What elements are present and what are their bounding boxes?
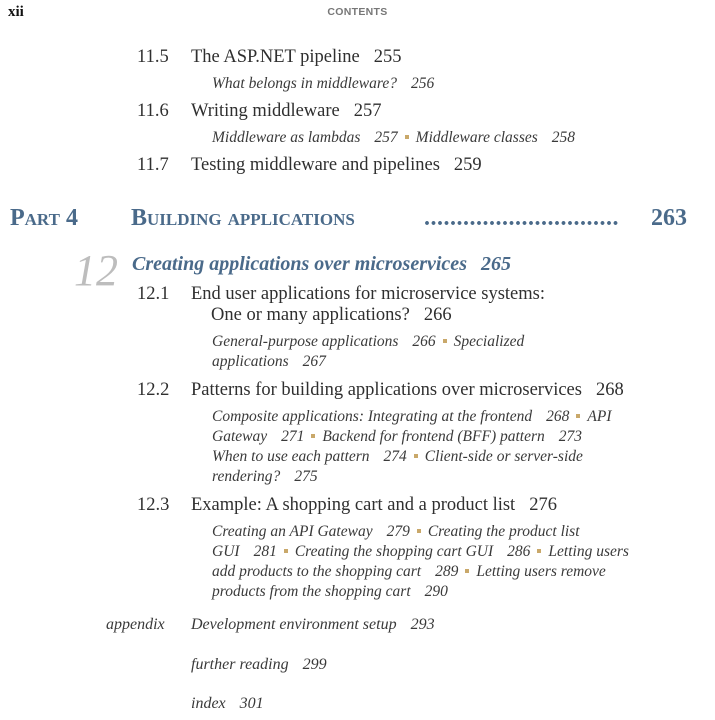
section-title-cont: One or many applications? xyxy=(211,305,410,325)
back-matter-page: 299 xyxy=(302,656,327,673)
chapter-title: Creating applications over microservices xyxy=(132,253,467,275)
page-number: xii xyxy=(8,4,24,20)
subsection-title[interactable]: Middleware as lambdas xyxy=(212,129,361,146)
section-number: 12.2 xyxy=(137,380,170,400)
back-matter-index[interactable] xyxy=(191,695,264,713)
bullet-separator xyxy=(443,339,447,343)
toc-section-11-7[interactable] xyxy=(137,155,482,176)
section-number: 11.5 xyxy=(137,47,169,67)
toc-section-11-6[interactable] xyxy=(137,101,382,122)
bullet-separator xyxy=(417,529,421,533)
section-number: 12.3 xyxy=(137,495,170,515)
toc-subsection-line xyxy=(212,447,583,467)
section-number: 12.1 xyxy=(137,284,170,304)
part-page: 263 xyxy=(651,205,687,231)
bullet-separator xyxy=(537,549,541,553)
subsection-title[interactable]: Creating the shopping cart GUI xyxy=(294,543,494,560)
subsection-page: 274 xyxy=(383,448,407,465)
subsection-title[interactable]: What belongs in middleware? xyxy=(212,75,397,92)
chapter-page: 265 xyxy=(480,253,511,275)
subsection-page: 268 xyxy=(546,408,570,425)
section-page: 257 xyxy=(353,101,382,121)
section-title-line xyxy=(191,495,557,516)
back-matter-title: index xyxy=(191,695,226,712)
section-title-line xyxy=(191,47,401,68)
section-number: 11.6 xyxy=(137,101,169,121)
toc-subsection-line xyxy=(212,128,575,148)
appendix-entry[interactable] xyxy=(191,616,435,634)
subsection-page: 256 xyxy=(410,75,435,92)
subsection-page: 286 xyxy=(507,543,531,560)
subsection-title[interactable]: Composite applications: Integrating at the frontend xyxy=(212,408,533,425)
running-head: CONTENTS xyxy=(327,6,388,18)
section-page: 259 xyxy=(453,155,482,175)
subsection-title[interactable]: When to use each pattern xyxy=(212,448,370,465)
chapter-number: 12 xyxy=(74,246,118,295)
subsection-title[interactable]: Client-side or server-side xyxy=(424,448,583,465)
subsection-title[interactable]: Creating the product list xyxy=(427,523,580,540)
subsection-title[interactable]: applications xyxy=(212,353,289,370)
toc-subsection-line xyxy=(212,352,326,372)
section-page: 255 xyxy=(373,47,402,67)
section-page: 268 xyxy=(595,380,624,400)
subsection-page: 281 xyxy=(253,543,277,560)
leader-dots: .............................. xyxy=(424,205,619,231)
toc-section-12-2[interactable] xyxy=(137,380,624,401)
section-title: Patterns for building applications over microservices xyxy=(191,380,582,400)
bullet-separator xyxy=(284,549,288,553)
bullet-separator xyxy=(465,569,469,573)
subsection-title[interactable]: rendering? xyxy=(212,468,281,485)
section-title: The ASP.NET pipeline xyxy=(191,47,360,67)
subsection-title[interactable]: Letting users xyxy=(548,543,629,560)
section-title-line xyxy=(211,305,452,326)
toc-subsection-line xyxy=(212,467,318,487)
toc-subsection-line xyxy=(212,542,629,562)
subsection-title[interactable]: General-purpose applications xyxy=(212,333,399,350)
bullet-separator xyxy=(405,135,409,139)
subsection-title[interactable]: Specialized xyxy=(453,333,525,350)
subsection-title[interactable]: GUI xyxy=(212,543,240,560)
section-title: Writing middleware xyxy=(191,101,340,121)
section-title-line xyxy=(191,380,624,401)
section-title-line xyxy=(191,101,382,122)
subsection-title[interactable]: API xyxy=(587,408,612,425)
subsection-page: 266 xyxy=(412,333,436,350)
subsection-page: 271 xyxy=(281,428,305,445)
back-matter-title: further reading xyxy=(191,656,289,673)
section-title: End user applications for microservice systems: xyxy=(191,284,545,304)
subsection-page: 290 xyxy=(424,583,448,600)
subsection-page: 289 xyxy=(435,563,459,580)
appendix-label: appendix xyxy=(106,616,165,633)
bullet-separator xyxy=(311,434,315,438)
appendix-page: 293 xyxy=(410,616,435,633)
subsection-title[interactable]: Creating an API Gateway xyxy=(212,523,373,540)
toc-subsection-line xyxy=(212,427,582,447)
toc-section-12-3[interactable] xyxy=(137,495,557,516)
subsection-title[interactable]: Letting users remove xyxy=(476,563,606,580)
chapter-title-line[interactable] xyxy=(132,253,511,276)
toc-subsection-line xyxy=(212,407,612,427)
subsection-page: 275 xyxy=(294,468,318,485)
section-page: 266 xyxy=(423,305,452,325)
section-title: Testing middleware and pipelines xyxy=(191,155,440,175)
toc-subsection-line xyxy=(212,74,434,94)
toc-subsection-line xyxy=(212,562,606,582)
subsection-title[interactable]: products from the shopping cart xyxy=(212,583,411,600)
back-matter-page: 301 xyxy=(239,695,264,712)
section-page: 276 xyxy=(529,495,557,515)
subsection-page: 267 xyxy=(302,353,326,370)
subsection-page: 273 xyxy=(558,428,583,445)
subsection-title[interactable]: Gateway xyxy=(212,428,268,445)
appendix-title: Development environment setup xyxy=(191,616,397,633)
toc-section-11-5[interactable] xyxy=(137,47,402,68)
section-title-line xyxy=(191,155,482,176)
subsection-page: 257 xyxy=(374,129,398,146)
subsection-title[interactable]: Middleware classes xyxy=(415,129,538,146)
section-title: Example: A shopping cart and a product list xyxy=(191,495,516,515)
subsection-page: 279 xyxy=(386,523,410,540)
toc-section-12-1[interactable] xyxy=(137,284,545,305)
bullet-separator xyxy=(576,414,580,418)
toc-subsection-line xyxy=(212,332,524,352)
part-title[interactable]: Building applications xyxy=(131,205,355,231)
bullet-separator xyxy=(414,454,418,458)
subsection-title[interactable]: Backend for frontend (BFF) pattern xyxy=(322,428,545,445)
toc-subsection-line xyxy=(212,582,448,602)
part-label: Part 4 xyxy=(10,205,78,231)
section-number: 11.7 xyxy=(137,155,169,175)
subsection-title[interactable]: add products to the shopping cart xyxy=(212,563,422,580)
subsection-page: 258 xyxy=(551,129,576,146)
toc-subsection-line xyxy=(212,522,580,542)
back-matter-further-reading[interactable] xyxy=(191,656,327,674)
